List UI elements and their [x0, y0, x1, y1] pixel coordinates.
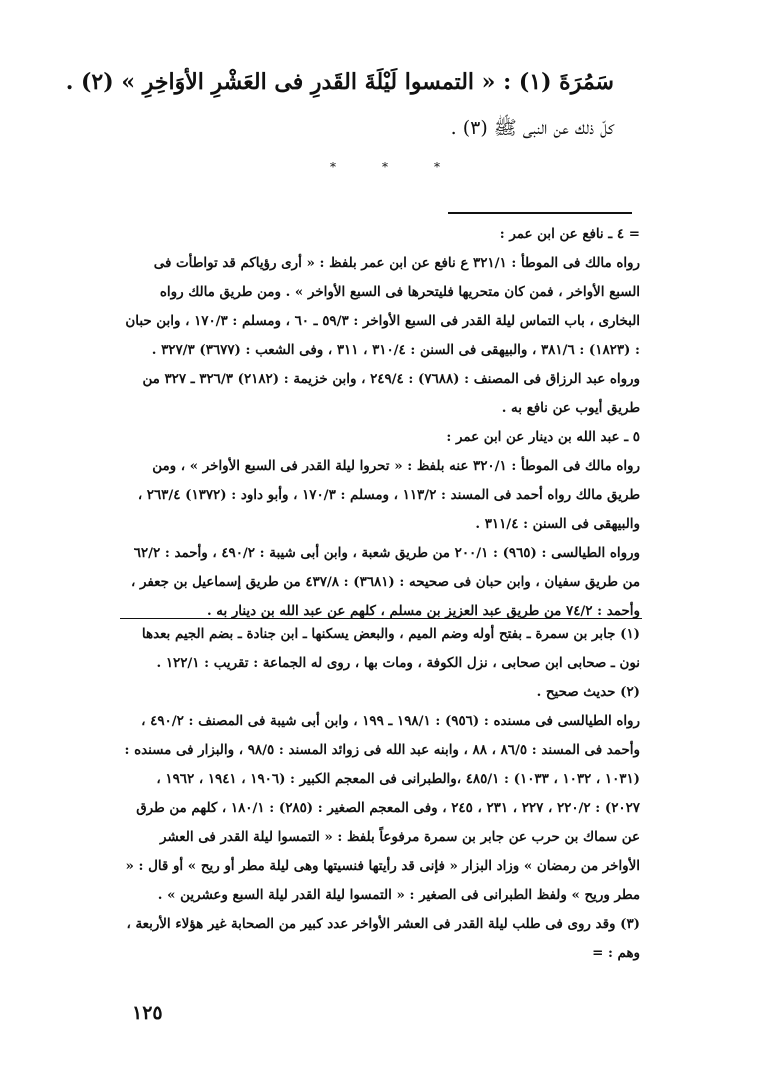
- takhrij-paragraph: رواه مالك فى الموطأ : ٣٢١/١ ع نافع عن ابن عمر بلفظ : « أرى رؤياكم قد تواطأت فى السبع الأواخر ، فمن كان متحريها فليتحرها فى السبع الأواخر » . ومن طريق مالك رواه البخارى ، باب التماس ليلة القدر فى السبع الأواخر : ٥٩/٣ ـ ٦٠ ، ومسلم : ١٧٠/٣ ، وابن حبان : (١٨٢٣) : ٣٨١/٦ ، والبيهقى فى السنن : ٣١٠/٤ ، ٣١١ ، وفى الشعب : (٣٦٧٧) ٣٢٧/٣ . ورواه عبد الرزاق فى المصنف : (٧٦٨٨) : ٢٤٩/٤ ، وابن خزيمة : (٢١٨٢) ٣٢٦/٣ ـ ٣٢٧ من طريق أيوب عن نافع به .: [125, 255, 640, 416]
- footnote-2-detail: رواه الطيالسى فى مسنده : (٩٥٦) : ١٩٨/١ ـ ١٩٩ ، وابن أبى شيبة فى المصنف : ٤٩٠/٢ ، وأحمد فى المسند : ٨٦/٥ ، ٨٨ ، وابنه عبد الله فى زوائد المسند : ٩٨/٥ ، والبزار فى مسنده : (١٠٣١ ، ١٠٣٢ ، ١٠٣٣) : ٤٨٥/١ ،والطبرانى فى المعجم الكبير : (١٩٠٦ ، ١٩٤١ ، ١٩٦٢ ، ٢٠٢٧) : ٢٢٠/٢ ، ٢٢٧ ، ٢٣١ ، ٢٤٥ ، وفى المعجم الصغير : (٢٨٥) : ١٨٠/١ ، كلهم من طرق عن سماك بن حرب عن جابر بن سمرة مرفوعاً بلفظ : « التمسوا ليلة القدر فى العشر الأواخر من رمضان » وزاد البزار « فإنى قد رأيتها فنسيتها وهى ليلة مطر أو ريح » أو قال : « مطر وريح » ولفظ الطبرانى فى الصغير : « التمسوا ليلة القدر ليلة السبع وعشرين » .: [124, 713, 640, 903]
- footnote-1: (١) جابر بن سمرة ـ بفتح أوله وضم الميم ، والبعض يسكنها ـ ابن جنادة ـ بضم الجيم بعدها نون ـ صحابى ابن صحابى ، نزل الكوفة ، ومات بها ، روى له الجماعة : تقريب : ١٢٢/١ .: [141, 626, 640, 671]
- takhrij-paragraph: رواه مالك فى الموطأ : ٣٢٠/١ عنه بلفظ : « تحروا ليلة القدر فى السبع الأواخر » ، ومن طريق مالك رواه أحمد فى المسند : ١١٣/٢ ، ومسلم : ١٧٠/٣ ، وأبو داود : (١٣٧٢) ٢٦٣/٤ ، والبيهقى فى السنن : ٣١١/٤ .: [137, 458, 640, 532]
- page-number: ١٢٥: [132, 1002, 163, 1024]
- footnotes-block: [120, 620, 640, 968]
- footnote-3: (٣) وقد روى فى طلب ليلة القدر فى العشر الأواخر عدد كبير من الصحابة غير هؤلاء الأربعة ، وهم : =: [126, 916, 640, 961]
- ornament-star: *: [434, 160, 440, 174]
- section-ornament: [330, 160, 440, 174]
- footnote-separator: [448, 212, 632, 214]
- ornament-star: *: [382, 160, 388, 174]
- attribution-line: كلّ ذلك عن النبى ﷺ (٣) .: [450, 117, 614, 139]
- continued-footnote-block: [120, 220, 640, 626]
- ornament-star: *: [330, 160, 336, 174]
- hadith-text-line: سَمُرَةَ (١) : « التمسوا لَيْلَةَ القَدرِ فى العَشْرِ الأوَاخِرِ » (٢) .: [65, 69, 614, 95]
- narrator-heading: ٥ ـ عبد الله بن دينار عن ابن عمر :: [446, 429, 640, 445]
- takhrij-paragraph: ورواه الطيالسى : (٩٦٥) : ٢٠٠/١ من طريق شعبة ، وابن أبى شيبة : ٤٩٠/٢ ، وأحمد : ٦٢/٢ من طريق سفيان ، وابن حبان فى صحيحه : (٣٦٨١) : ٤٣٧/٨ من طريق إسماعيل بن جعفر ، وأحمد : ٧٤/٢ من طريق عبد العزيز بن مسلم ، كلهم عن عبد الله بن دينار به .: [130, 545, 640, 619]
- footnote-rule: [120, 618, 642, 619]
- narrator-heading: = ٤ ـ نافع عن ابن عمر :: [499, 226, 640, 242]
- footnote-2: (٢) حديث صحيح .: [536, 684, 640, 700]
